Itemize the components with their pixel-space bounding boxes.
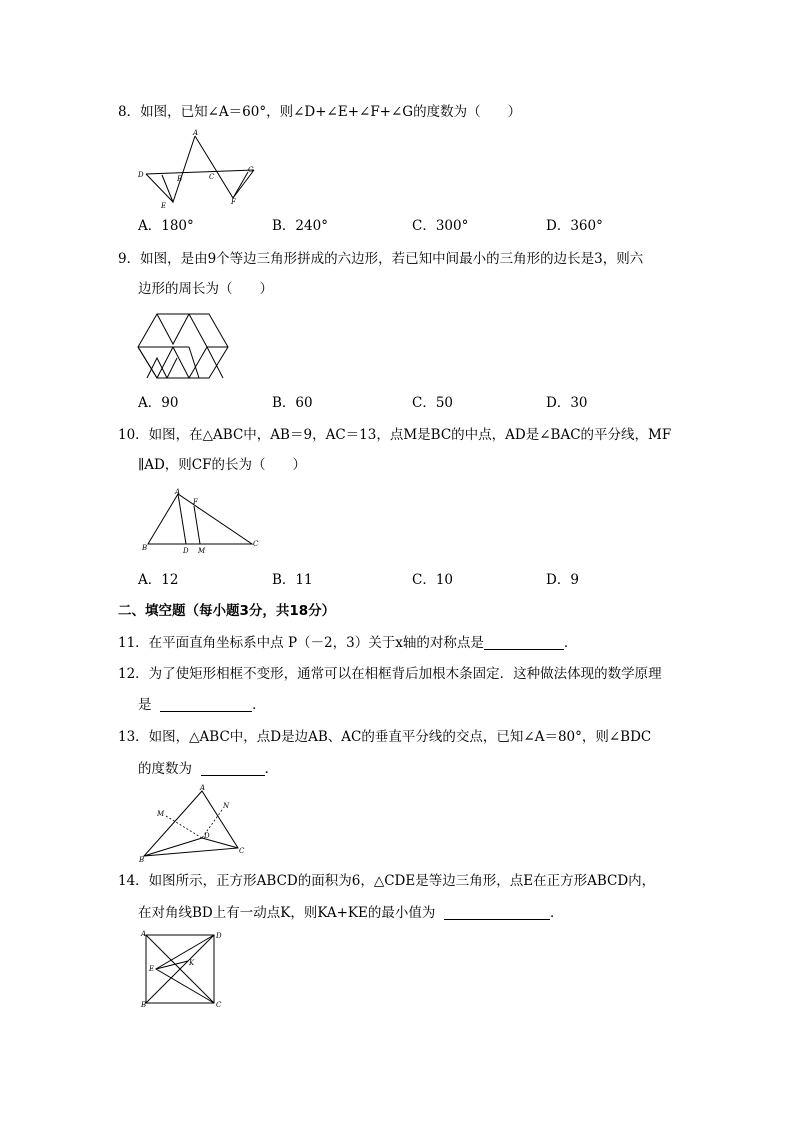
q14-label-a: A — [141, 930, 147, 938]
q10-label-m: M — [198, 547, 206, 555]
q8-label-a: A — [193, 129, 199, 137]
q11-answer-blank[interactable] — [484, 635, 564, 650]
q14-suffix: ． — [549, 905, 564, 921]
q14-label-k: K — [189, 959, 195, 967]
q13-label-c: C — [239, 847, 245, 855]
q14-label-e: E — [149, 965, 155, 973]
section-fill-in-title: 二、填空题（每小题3分，共18分） — [118, 603, 336, 619]
q10-figure — [140, 488, 260, 558]
q10-label-c: C — [253, 540, 259, 548]
q8-label-g: G — [248, 166, 254, 174]
q11-suffix: ． — [563, 635, 578, 651]
q8-option-b[interactable]: B．240° — [272, 218, 328, 234]
q13-label-d: D — [204, 832, 210, 840]
q8-label-f: F — [231, 198, 236, 206]
q11-stem — [118, 633, 577, 653]
q9-option-a[interactable]: A．90 — [138, 395, 179, 411]
q13-line1: 13．如图，△ABC中，点D是边AB、AC的垂直平分线的交点，已知∠A＝80°，则∠BDC — [118, 729, 652, 745]
q9-option-b[interactable]: B．60 — [272, 395, 313, 411]
q8-label-e: E — [161, 202, 167, 210]
q13-answer-blank[interactable] — [201, 761, 265, 776]
q13-prefix: 的度数为 — [138, 761, 192, 777]
q9-option-c[interactable]: C．50 — [412, 395, 454, 411]
q13-label-m: M — [157, 810, 165, 818]
q14-label-c: C — [216, 1001, 222, 1009]
q13-line2 — [138, 759, 278, 779]
q10-option-b[interactable]: B．11 — [272, 572, 313, 588]
q13-label-a: A — [200, 784, 206, 792]
q11-text: 11．在平面直角坐标系中点 P（－2，3）关于x轴的对称点是 — [118, 635, 484, 651]
q13-suffix: ． — [264, 761, 279, 777]
q9-figure — [137, 312, 229, 380]
q10-stem-line2: ∥AD，则CF的长为（ ） — [138, 457, 307, 473]
q14-line2 — [138, 903, 563, 923]
q12-line1: 12．为了使矩形相框不变形，通常可以在相框背后加根木条固定．这种做法体现的数学原理 — [118, 666, 662, 682]
q14-label-b: B — [141, 1001, 147, 1009]
q12-answer-blank[interactable] — [160, 697, 252, 712]
q8-label-d: D — [138, 171, 144, 179]
q10-option-d[interactable]: D．9 — [546, 572, 579, 588]
q9-option-d[interactable]: D．30 — [546, 395, 588, 411]
q14-label-d: D — [216, 932, 222, 940]
q14-figure — [140, 931, 226, 1007]
q10-label-d: D — [183, 547, 189, 555]
q10-label-b: B — [142, 544, 148, 552]
q8-label-c: C — [209, 173, 215, 181]
q14-line1: 14．如图所示，正方形ABCD的面积为6，△CDE是等边三角形，点E在正方形ABCD内， — [118, 873, 656, 889]
q13-figure — [139, 784, 250, 864]
q10-label-f: F — [193, 498, 198, 506]
q8-label-b: B — [177, 175, 183, 183]
q10-option-a[interactable]: A．12 — [138, 572, 179, 588]
q14-prefix: 在对角线BD上有一动点K，则KA+KE的最小值为 — [138, 905, 436, 921]
q8-option-a[interactable]: A．180° — [138, 218, 194, 234]
q9-stem-line2: 边形的周长为（ ） — [138, 281, 273, 297]
q12-suffix: ． — [252, 697, 266, 713]
q13-label-n: N — [223, 802, 230, 810]
q10-option-c[interactable]: C．10 — [412, 572, 454, 588]
q10-stem-line1: 10．如图，在△ABC中，AB＝9，AC＝13，点M是BC的中点，AD是∠BAC的平分线，MF — [118, 427, 672, 443]
q10-label-a: A — [175, 488, 181, 496]
q8-option-d[interactable]: D．360° — [546, 218, 603, 234]
q8-option-c[interactable]: C．300° — [412, 218, 469, 234]
q9-stem-line1: 9．如图，是由9个等边三角形拼成的六边形，若已知中间最小的三角形的边长是3，则六 — [118, 251, 644, 267]
q8-figure — [140, 130, 260, 210]
q12-prefix: 是 — [138, 697, 152, 713]
q14-answer-blank[interactable] — [444, 905, 550, 920]
q8-stem: 8．如图，已知∠A＝60°，则∠D+∠E+∠F+∠G的度数为（ ） — [118, 104, 522, 120]
q13-label-b: B — [139, 856, 145, 864]
q12-line2 — [138, 695, 266, 715]
